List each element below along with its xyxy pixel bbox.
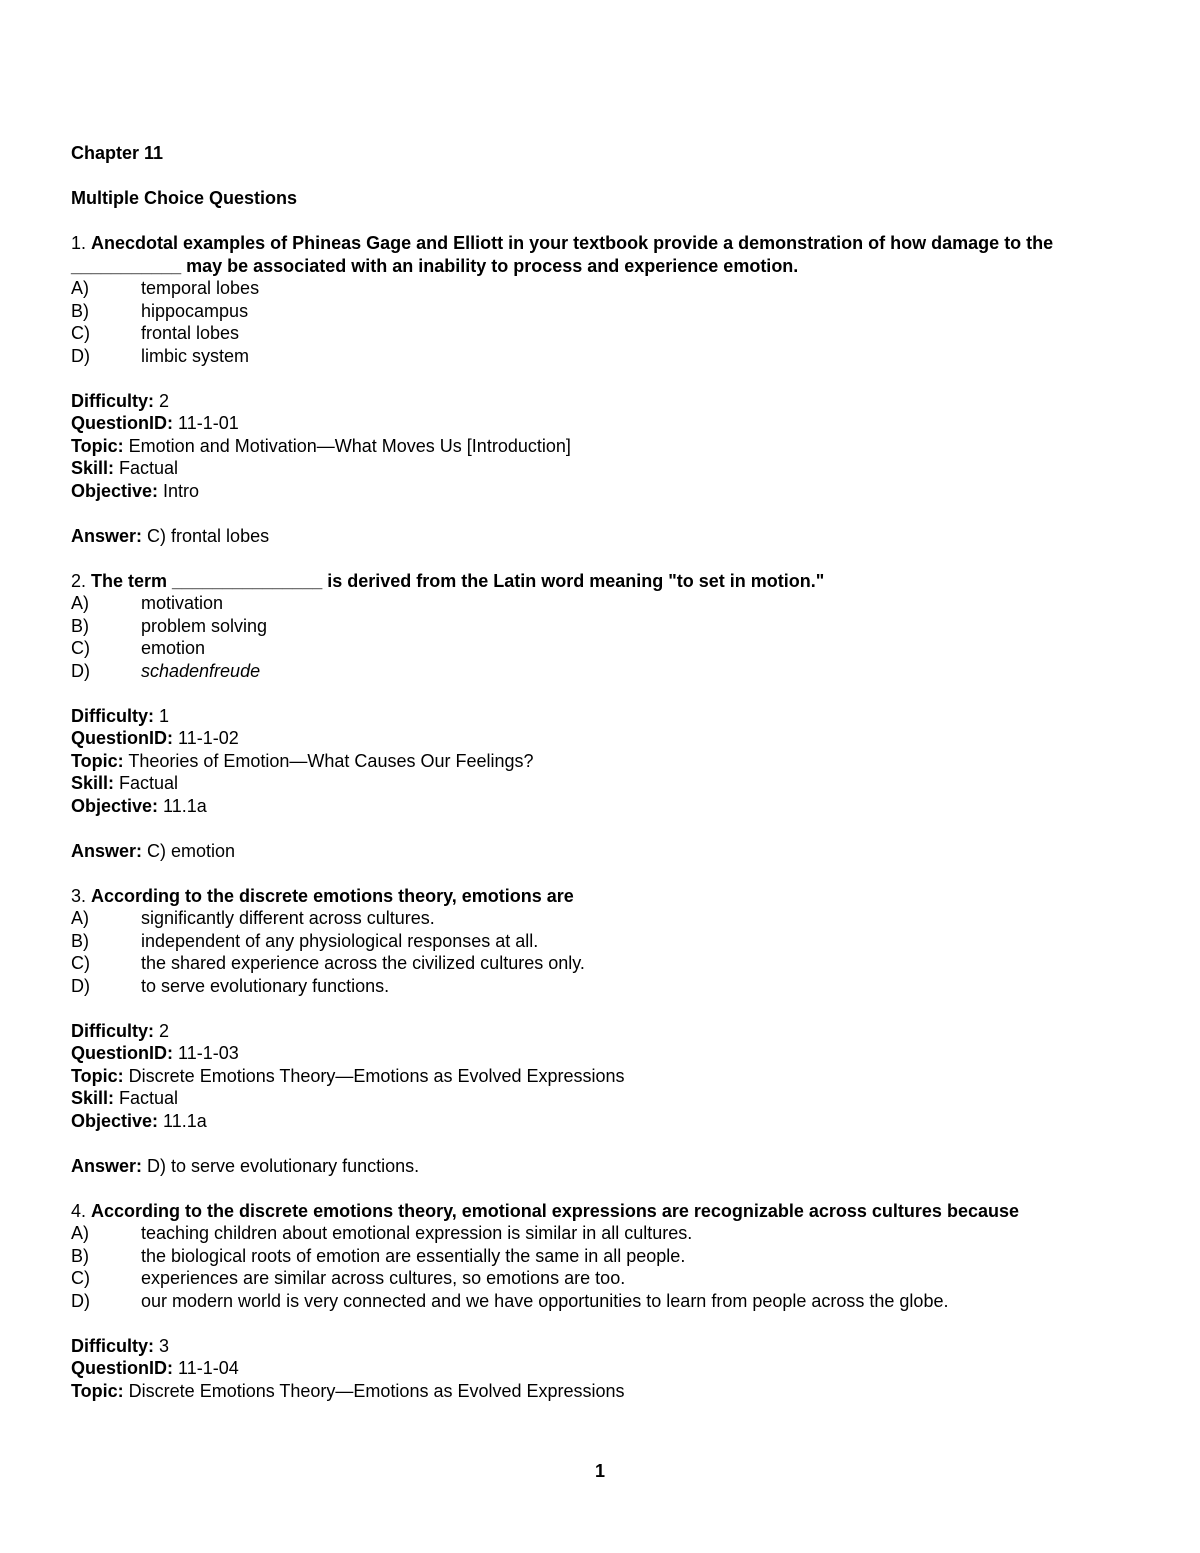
option-letter: D) xyxy=(71,1290,90,1311)
question-4 xyxy=(71,1200,1131,1403)
question-number: 4. xyxy=(71,1200,87,1221)
spacer xyxy=(71,1177,1131,1200)
option-d xyxy=(71,660,1131,683)
question-1 xyxy=(71,232,1131,570)
spacer xyxy=(71,1312,1131,1335)
question-id-value: 11-1-02 xyxy=(178,728,239,748)
question-text xyxy=(71,885,1131,908)
spacer xyxy=(71,165,1131,188)
question-text xyxy=(71,570,1131,593)
option-text: significantly different across cultures. xyxy=(141,908,435,928)
skill-label: Skill: xyxy=(71,458,115,478)
option-letter: B) xyxy=(71,1245,89,1266)
difficulty-line xyxy=(71,1020,1131,1043)
question-id-value: 11-1-03 xyxy=(178,1043,239,1063)
option-text: experiences are similar across cultures, so emotions are too. xyxy=(141,1268,626,1288)
answer-label: Answer: xyxy=(71,1155,143,1176)
option-text: teaching children about emotional expression is similar in all cultures. xyxy=(141,1223,693,1243)
option-d xyxy=(71,1290,1131,1313)
question-stem: According to the discrete emotions theory, emotional expressions are recognizable across cultures because xyxy=(91,1200,1019,1221)
option-letter: C) xyxy=(71,953,90,973)
spacer xyxy=(71,997,1131,1020)
objective-label: Objective: xyxy=(71,795,159,816)
skill-value: Factual xyxy=(119,458,179,478)
spacer xyxy=(71,502,1131,525)
topic-label: Topic: xyxy=(71,1380,124,1401)
topic-label: Topic: xyxy=(71,435,124,456)
topic-line xyxy=(71,435,1131,458)
spacer xyxy=(71,547,1131,570)
answer-value: D) to serve evolutionary functions. xyxy=(147,1155,420,1176)
option-letter: A) xyxy=(71,278,89,298)
option-text: problem solving xyxy=(141,615,268,636)
question-2 xyxy=(71,570,1131,885)
option-c xyxy=(71,637,1131,660)
option-b xyxy=(71,300,1131,323)
option-letter: D) xyxy=(71,345,90,366)
option-a xyxy=(71,592,1131,615)
difficulty-value: 3 xyxy=(159,1335,170,1356)
chapter-title: Chapter 11 xyxy=(71,143,164,163)
option-letter: C) xyxy=(71,323,90,343)
question-id-label: QuestionID: xyxy=(71,1358,173,1378)
topic-value: Emotion and Motivation—What Moves Us [Introduction] xyxy=(128,435,571,456)
option-text: our modern world is very connected and we have opportunities to learn from people across the globe. xyxy=(141,1290,949,1311)
question-number: 2. xyxy=(71,570,87,591)
option-b xyxy=(71,930,1131,953)
objective-value: Intro xyxy=(163,480,200,501)
option-text: the shared experience across the civilized cultures only. xyxy=(141,953,585,973)
option-text: the biological roots of emotion are essentially the same in all people. xyxy=(141,1245,686,1266)
option-letter: A) xyxy=(71,593,89,613)
topic-line xyxy=(71,750,1131,773)
question-id-line xyxy=(71,1042,1131,1065)
topic-line xyxy=(71,1065,1131,1088)
topic-label: Topic: xyxy=(71,750,124,771)
difficulty-value: 2 xyxy=(159,390,170,411)
question-stem: The term _______________ is derived from the Latin word meaning "to set in motion." xyxy=(91,570,825,591)
spacer xyxy=(71,862,1131,885)
objective-line xyxy=(71,1110,1131,1133)
option-a xyxy=(71,1222,1131,1245)
option-text: independent of any physiological responses at all. xyxy=(141,930,539,951)
option-text: temporal lobes xyxy=(141,278,260,298)
option-text: to serve evolutionary functions. xyxy=(141,975,390,996)
spacer xyxy=(71,682,1131,705)
page-number: 1 xyxy=(594,1461,605,1481)
topic-value: Discrete Emotions Theory—Emotions as Evolved Expressions xyxy=(128,1065,625,1086)
objective-value: 11.1a xyxy=(163,795,207,816)
difficulty-label: Difficulty: xyxy=(71,1020,154,1041)
option-letter: A) xyxy=(71,908,89,928)
option-text: motivation xyxy=(141,593,224,613)
spacer xyxy=(71,1132,1131,1155)
difficulty-value: 2 xyxy=(159,1020,170,1041)
spacer xyxy=(71,817,1131,840)
objective-label: Objective: xyxy=(71,1110,159,1131)
objective-line xyxy=(71,480,1131,503)
answer-value: C) emotion xyxy=(147,840,236,861)
question-text xyxy=(71,232,1131,277)
difficulty-label: Difficulty: xyxy=(71,1335,154,1356)
answer-line xyxy=(71,1155,1131,1178)
option-a xyxy=(71,277,1131,300)
skill-label: Skill: xyxy=(71,773,115,793)
question-3 xyxy=(71,885,1131,1200)
option-c xyxy=(71,1267,1131,1290)
option-text: schadenfreude xyxy=(141,660,261,681)
topic-value: Theories of Emotion—What Causes Our Feelings? xyxy=(128,750,534,771)
question-number: 1. xyxy=(71,233,87,253)
answer-value: C) frontal lobes xyxy=(147,525,270,546)
option-a xyxy=(71,907,1131,930)
difficulty-line xyxy=(71,705,1131,728)
option-letter: D) xyxy=(71,975,90,996)
topic-label: Topic: xyxy=(71,1065,124,1086)
topic-value: Discrete Emotions Theory—Emotions as Evolved Expressions xyxy=(128,1380,625,1401)
question-id-label: QuestionID: xyxy=(71,413,173,433)
question-stem: Anecdotal examples of Phineas Gage and Elliott in your textbook provide a demonstration of how damage to the ___________ may be associated with an inability to process and experience emotion. xyxy=(71,233,1054,276)
skill-label: Skill: xyxy=(71,1088,115,1108)
option-letter: C) xyxy=(71,1268,90,1288)
question-id-value: 11-1-01 xyxy=(178,413,239,433)
skill-value: Factual xyxy=(119,773,179,793)
option-d xyxy=(71,975,1131,998)
option-text: emotion xyxy=(141,638,206,658)
answer-label: Answer: xyxy=(71,525,143,546)
option-text: frontal lobes xyxy=(141,323,240,343)
difficulty-value: 1 xyxy=(159,705,170,726)
option-c xyxy=(71,952,1131,975)
page-content xyxy=(71,142,1131,1402)
difficulty-label: Difficulty: xyxy=(71,705,154,726)
difficulty-label: Difficulty: xyxy=(71,390,154,411)
question-id-value: 11-1-04 xyxy=(178,1358,239,1378)
difficulty-line xyxy=(71,1335,1131,1358)
objective-value: 11.1a xyxy=(163,1110,207,1131)
skill-line xyxy=(71,772,1131,795)
option-letter: C) xyxy=(71,638,90,658)
question-id-line xyxy=(71,1357,1131,1380)
answer-label: Answer: xyxy=(71,840,143,861)
skill-line xyxy=(71,1087,1131,1110)
topic-line xyxy=(71,1380,1131,1403)
option-text: limbic system xyxy=(141,345,250,366)
answer-line xyxy=(71,840,1131,863)
option-letter: A) xyxy=(71,1223,89,1243)
skill-value: Factual xyxy=(119,1088,179,1108)
question-id-label: QuestionID: xyxy=(71,728,173,748)
option-d xyxy=(71,345,1131,368)
spacer xyxy=(71,210,1131,233)
option-b xyxy=(71,1245,1131,1268)
difficulty-line xyxy=(71,390,1131,413)
question-id-line xyxy=(71,727,1131,750)
objective-label: Objective: xyxy=(71,480,159,501)
option-letter: B) xyxy=(71,930,89,951)
question-id-label: QuestionID: xyxy=(71,1043,173,1063)
skill-line xyxy=(71,457,1131,480)
question-text xyxy=(71,1200,1131,1223)
option-letter: B) xyxy=(71,615,89,636)
option-b xyxy=(71,615,1131,638)
spacer xyxy=(71,367,1131,390)
objective-line xyxy=(71,795,1131,818)
option-c xyxy=(71,322,1131,345)
option-letter: D) xyxy=(71,660,90,681)
answer-line xyxy=(71,525,1131,548)
question-number: 3. xyxy=(71,885,87,906)
section-title: Multiple Choice Questions xyxy=(71,188,298,208)
question-id-line xyxy=(71,412,1131,435)
question-stem: According to the discrete emotions theory, emotions are xyxy=(91,885,574,906)
option-letter: B) xyxy=(71,300,89,321)
option-text: hippocampus xyxy=(141,300,249,321)
